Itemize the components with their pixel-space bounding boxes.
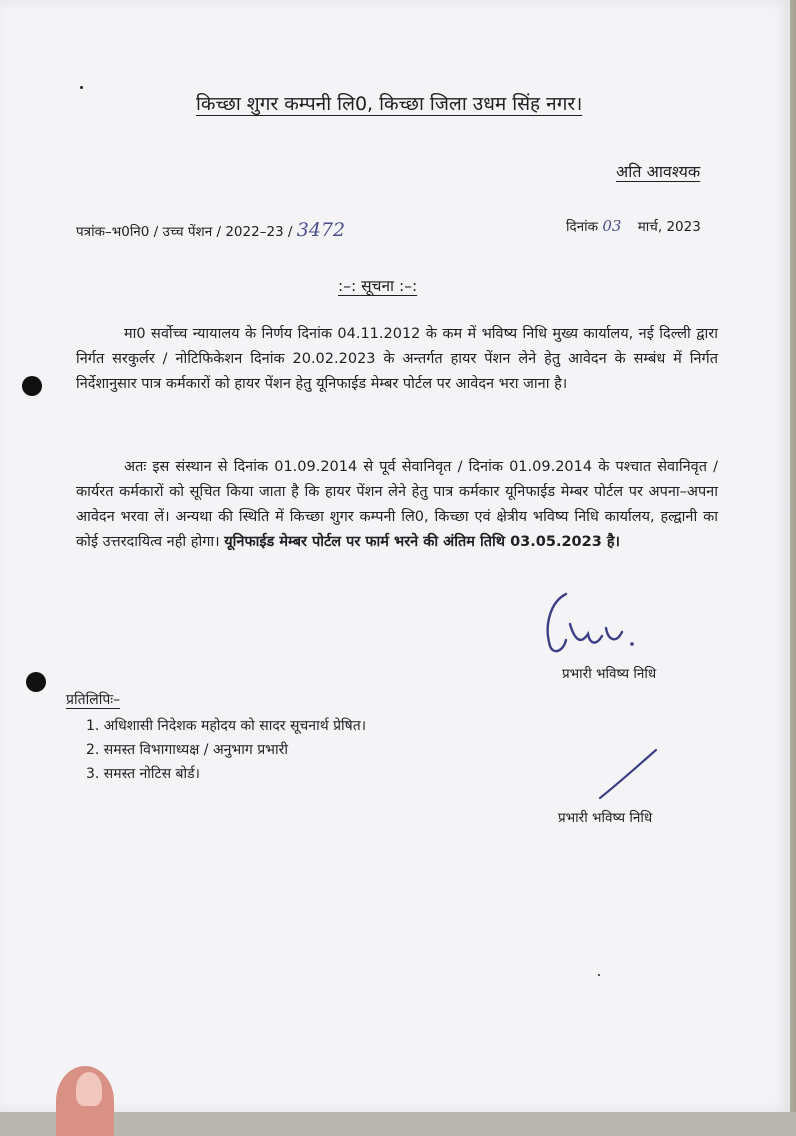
- copy-to-heading: प्रतिलिपिः–: [66, 692, 121, 708]
- punch-hole-icon: [26, 672, 46, 692]
- urgency-label: अति आवश्यक: [616, 162, 701, 181]
- paragraph-2-main: अतः इस संस्थान से दिनांक 01.09.2014 से पूर्व सेवानिवृत / दिनांक 01.09.2014 के पश्चात सेवानिवृत / कार्यरत कर्मकारों को सूचित किया जाता है कि हायर पेंशन लेने हेतु पात्र कर्मकार यूनिफाईड मेम्बर पोर्टल पर अपना–अपना आवेदन भरवा लें। अन्यथा की स्थिति में किच्छा शुगर कम्पनी लि0, किच्छा एवं क्षेत्रीय भविष्य निधि कार्यालय, हल्द्वानी का कोई उत्तरदायित्व नही होगा।: [76, 459, 718, 550]
- copy-list-item: 3. समस्त नोटिस बोर्ड।: [86, 766, 200, 782]
- deadline-statement: यूनिफाईड मेम्बर पोर्टल पर फार्म भरने की अंतिम तिथि 03.05.2023 है।: [224, 534, 621, 550]
- thumbnail: [76, 1072, 102, 1106]
- date-label: दिनांक: [566, 219, 599, 235]
- date-day-handwritten: 03: [602, 217, 622, 235]
- company-heading: किच्छा शुगर कम्पनी लि0, किच्छा जिला उधम सिंह नगर।: [196, 93, 583, 115]
- reference-number: [76, 220, 345, 242]
- signature-icon: [536, 588, 646, 658]
- ink-speck: [80, 86, 83, 89]
- reference-printed: पत्रांक–भ0नि0 / उच्च पेंशन / 2022–23 /: [76, 224, 293, 240]
- letter-date: [566, 216, 701, 237]
- initial-mark-icon: [596, 746, 662, 802]
- paper-speck: [598, 974, 600, 976]
- notice-paragraph-1: मा0 सर्वोच्च न्यायालय के निर्णय दिनांक 04.11.2012 के कम में भविष्य निधि मुख्य कार्यालय, नई दिल्ली द्वारा निर्गत सरकुर्लर / नोटिफिकेशन दिनांक 20.02.2023 के अन्तर्गत हायर पेंशन लेने हेतु आवेदन के सम्बंध में निर्गत निर्देशानुसार पात्र कर्मकारों को हायर पेंशन हेतु यूनिफाईड मेम्बर पोर्टल पर आवेदन भरा जाना है।: [76, 326, 718, 392]
- punch-hole-icon: [22, 376, 42, 396]
- notice-title: :–: सूचना :–:: [338, 277, 418, 295]
- reference-handwritten: 3472: [296, 219, 346, 241]
- signatory-title-1: प्रभारी भविष्य निधि: [562, 666, 657, 682]
- signatory-title-2: प्रभारी भविष्य निधि: [558, 810, 653, 826]
- notice-paragraph-2: [76, 455, 718, 555]
- date-month-year: मार्च, 2023: [637, 219, 701, 235]
- copy-list-item: 1. अधिशासी निदेशक महोदय को सादर सूचनार्थ प्रेषित।: [86, 718, 367, 734]
- copy-list-item: 2. समस्त विभागाध्यक्ष / अनुभाग प्रभारी: [86, 742, 288, 758]
